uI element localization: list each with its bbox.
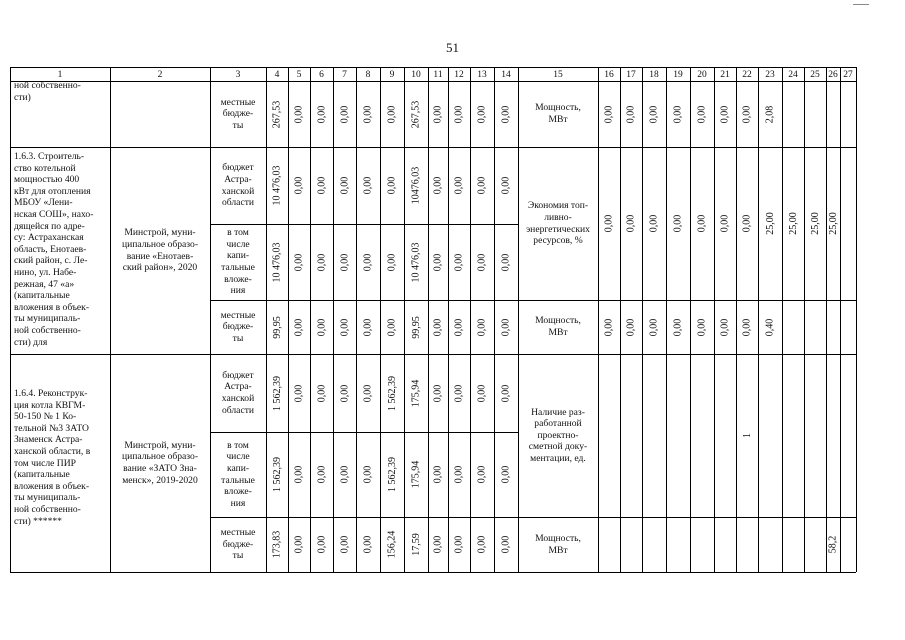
- row2-sub1-value-4: [266, 432, 288, 517]
- row2-sub0-col3: бюджет Астра- ханской области: [221, 369, 255, 416]
- row2-sub1-value-12: [448, 432, 470, 517]
- row1-sub0-value-4-text: 10 476,03: [271, 165, 283, 206]
- header-col-17: 17: [626, 70, 636, 80]
- row0-value-9: [380, 81, 404, 147]
- row1-local-target-17: [620, 300, 642, 354]
- row1-local-target-20-text: 0,00: [696, 318, 708, 336]
- row2-sub1-col3: в том числе капи- тальные вложе- ния: [221, 439, 255, 509]
- row1-sub1-value-11: [428, 224, 448, 300]
- row0-value-7-text: 0,00: [339, 105, 350, 123]
- row0-value-13: [470, 81, 494, 147]
- row2-local-value-14: [494, 517, 518, 572]
- header-col-9: 9: [389, 70, 395, 80]
- row1-target-19-text: 0,00: [672, 214, 684, 233]
- row2-sub1-value-7: [333, 432, 356, 517]
- header-col-25: 25: [810, 70, 820, 80]
- row1-target-16-text: 0,00: [603, 214, 615, 233]
- row1-target-20-text: 0,00: [696, 214, 708, 233]
- row1-sub0-col3: бюджет Астра- ханской области: [221, 162, 255, 209]
- row2-target-22-text: 1: [741, 433, 753, 438]
- row0-value-6-text: 0,00: [316, 105, 327, 123]
- header-col-7: 7: [342, 70, 347, 80]
- header-col-2: 2: [157, 70, 163, 80]
- row1-local-value-4: [266, 300, 288, 354]
- column-rule: [782, 67, 783, 572]
- row1-sub0-value-7-text: 0,00: [339, 176, 350, 195]
- row1-sub0-value-13: [470, 147, 494, 224]
- row0-col15: Мощность, МВт: [535, 102, 581, 125]
- column-rule: [856, 67, 857, 572]
- row1-sub0-value-4: [266, 147, 288, 224]
- row1-local-value-9-text: 0,00: [386, 318, 398, 336]
- row1-sub0-value-9-text: 0,00: [386, 176, 398, 195]
- row1-sub0-value-11: [428, 147, 448, 224]
- row2-local-value-11-text: 0,00: [432, 535, 444, 554]
- row1-local-value-14-text: 0,00: [500, 318, 512, 336]
- header-col-14: 14: [501, 70, 511, 80]
- row1-sub1-value-12: [448, 224, 470, 300]
- row2-sub0-value-12-text: 0,00: [453, 384, 465, 402]
- row1-target-24-text: 25,00: [787, 212, 799, 235]
- row0-value-10: [404, 81, 428, 147]
- header-col-1: 1: [57, 70, 63, 80]
- row1-sub1-value-6-text: 0,00: [316, 253, 327, 271]
- row1-local-target-22: [736, 300, 758, 354]
- row1-local-target-16: [598, 300, 620, 354]
- row1-local-value-10-text: 99,95: [410, 315, 422, 339]
- row1-local-target-18-text: 0,00: [648, 318, 660, 336]
- row0-value-12: [448, 81, 470, 147]
- row1-sub0-value-14: [494, 147, 518, 224]
- row1-col1: 1.6.3. Строитель- ство котельной мощностью 400 кВт для отопления МБОУ «Лени- нская СОШ», нахо- дящейся по адре- су: Астраханская область, Енотаев- ский район, с. Ле- нино, ул. Набе- режная, 47 «а» (капитальные вложения в объек- ты муниципаль- ной собственно- сти) для: [14, 151, 94, 348]
- header-col-21: 21: [720, 70, 730, 80]
- header-col-15: 15: [553, 70, 563, 80]
- row0-value-5-text: 0,00: [293, 105, 305, 123]
- row0-value-11-text: 0,00: [432, 105, 444, 123]
- row2-sub1-value-8-text: 0,00: [362, 465, 374, 484]
- row0-value-8-text: 0,00: [362, 105, 374, 123]
- row2-local-value-5-text: 0,00: [293, 535, 305, 554]
- row2-local-value-4: [266, 517, 288, 572]
- row2-sub1-value-13: [470, 432, 494, 517]
- header-col-3: 3: [235, 70, 241, 80]
- row0-target-18: [642, 81, 666, 147]
- header-col-18: 18: [649, 70, 659, 80]
- row2-sub1-value-4-text: 1 562,39: [271, 457, 283, 492]
- row2-sub0-value-8-text: 0,00: [362, 384, 374, 402]
- header-col-22: 22: [742, 70, 752, 80]
- row1-target-21-text: 0,00: [719, 214, 731, 233]
- row1-local-value-7-text: 0,00: [339, 318, 350, 336]
- row0-target-20: [690, 81, 714, 147]
- row0-target-17-text: 0,00: [625, 105, 637, 123]
- row0-target-16-text: 0,00: [603, 105, 615, 123]
- row2-local-value-5: [288, 517, 310, 572]
- row1-local-target-23: [758, 300, 782, 354]
- row1-local-col15: Мощность, МВт: [535, 315, 581, 338]
- row2-local-value-6-text: 0,00: [316, 535, 327, 554]
- header-col-24: 24: [788, 70, 798, 80]
- row2-sub0-value-14-text: 0,00: [500, 384, 512, 402]
- column-rule: [826, 67, 827, 572]
- row1-target-24: [782, 147, 804, 300]
- row2-local-value-4-text: 173,83: [271, 530, 283, 559]
- row0-target-20-text: 0,00: [696, 105, 708, 123]
- row1-local-value-12: [448, 300, 470, 354]
- row1-local-target-23-text: 0,40: [764, 318, 776, 336]
- row0-value-13-text: 0,00: [476, 105, 488, 123]
- header-col-16: 16: [604, 70, 614, 80]
- row1-local-col3: местные бюдже- ты: [220, 309, 256, 344]
- row0-value-8: [356, 81, 380, 147]
- row0-target-22-text: 0,00: [741, 105, 753, 123]
- row1-local-value-11: [428, 300, 448, 354]
- row1-local-value-7: [333, 300, 356, 354]
- row2-local-value-9: [380, 517, 404, 572]
- row1-sub1-value-4: [266, 224, 288, 300]
- row1-sub1-col3: в том числе капи- тальные вложе- ния: [221, 227, 255, 297]
- row0-target-22: [736, 81, 758, 147]
- row2-local-value-8: [356, 517, 380, 572]
- row1-col15: Экономия топ- ливно- энергетических ресурсов, %: [526, 200, 590, 247]
- row2-local-value-9-text: 156,24: [386, 530, 398, 559]
- row1-sub1-value-9: [380, 224, 404, 300]
- row2-sub0-value-6-text: 0,00: [316, 384, 327, 402]
- header-col-8: 8: [365, 70, 371, 80]
- row2-sub0-value-13: [470, 354, 494, 432]
- row1-target-21: [714, 147, 736, 300]
- row1-sub0-value-14-text: 0,00: [500, 176, 512, 195]
- row1-local-value-13-text: 0,00: [476, 318, 488, 336]
- row2-col2: Минстрой, муни- ципальное образо- вание «ЗАТО Зна- менск», 2019-2020: [121, 439, 199, 486]
- row1-sub0-value-7: [333, 147, 356, 224]
- row2-sub1-value-9-text: 1 562,39: [386, 457, 398, 492]
- column-rule: [804, 67, 805, 572]
- row2-sub1-value-8: [356, 432, 380, 517]
- header-col-23: 23: [765, 70, 775, 80]
- row1-target-20: [690, 147, 714, 300]
- row2-sub1-value-7-text: 0,00: [339, 465, 350, 484]
- corner-mark: [853, 4, 869, 5]
- row1-local-target-21: [714, 300, 736, 354]
- column-rule: [840, 67, 841, 572]
- row1-sub0-value-10-text: 10476,03: [410, 166, 422, 205]
- row1-target-25-text: 25,00: [809, 212, 821, 235]
- row1-sub1-value-12-text: 0,00: [453, 253, 465, 271]
- row2-sub1-value-14-text: 0,00: [500, 465, 512, 484]
- row2-local-value-13-text: 0,00: [476, 535, 488, 554]
- header-col-26: 26: [828, 70, 838, 80]
- row2-sub0-value-12: [448, 354, 470, 432]
- header-col-19: 19: [673, 70, 683, 80]
- row1-local-target-21-text: 0,00: [719, 318, 731, 336]
- row1-sub0-value-9: [380, 147, 404, 224]
- row2-sub0-value-5-text: 0,00: [293, 384, 305, 402]
- row1-local-value-13: [470, 300, 494, 354]
- row1-target-26: [826, 147, 840, 300]
- row1-local-value-4-text: 99,95: [271, 315, 283, 339]
- row2-sub1-value-6-text: 0,00: [316, 465, 327, 484]
- row2-local-target-26: [826, 517, 840, 572]
- header-col-12: 12: [454, 70, 464, 80]
- row1-target-22: [736, 147, 758, 300]
- row2-local-col3: местные бюдже- ты: [220, 527, 256, 562]
- row1-target-22-text: 0,00: [741, 214, 753, 233]
- header-col-20: 20: [697, 70, 707, 80]
- row1-local-value-10: [404, 300, 428, 354]
- row1-local-value-5-text: 0,00: [293, 318, 305, 336]
- row1-local-value-6: [310, 300, 333, 354]
- row1-sub0-value-5: [288, 147, 310, 224]
- row2-sub1-value-11-text: 0,00: [432, 465, 444, 484]
- header-col-27: 27: [843, 70, 853, 80]
- row0-target-17: [620, 81, 642, 147]
- row2-sub0-value-6: [310, 354, 333, 432]
- row1-local-value-12-text: 0,00: [453, 318, 465, 336]
- row2-sub1-value-13-text: 0,00: [476, 465, 488, 484]
- row2-col15: Наличие раз- работанной проектно- сметной доку- ментации, ед.: [528, 406, 588, 464]
- row1-sub1-value-10: [404, 224, 428, 300]
- row1-sub1-value-11-text: 0,00: [432, 253, 444, 271]
- row1-local-value-9: [380, 300, 404, 354]
- row1-sub0-value-8: [356, 147, 380, 224]
- row0-value-4-text: 267,53: [271, 100, 283, 128]
- header-col-11: 11: [433, 70, 443, 80]
- row1-sub1-value-5: [288, 224, 310, 300]
- row0-target-21-text: 0,00: [719, 105, 731, 123]
- row1-sub1-value-8: [356, 224, 380, 300]
- row1-sub0-value-11-text: 0,00: [432, 176, 444, 195]
- row2-sub0-value-5: [288, 354, 310, 432]
- row2-sub0-value-7: [333, 354, 356, 432]
- row1-target-25: [804, 147, 826, 300]
- row1-sub0-value-12-text: 0,00: [453, 176, 465, 195]
- row2-target-22: [736, 354, 758, 517]
- row1-sub0-value-12: [448, 147, 470, 224]
- row1-sub0-value-5-text: 0,00: [293, 176, 305, 195]
- row2-local-value-14-text: 0,00: [500, 535, 512, 554]
- row2-local-value-10: [404, 517, 428, 572]
- row2-sub0-value-8: [356, 354, 380, 432]
- row1-local-target-19-text: 0,00: [672, 318, 684, 336]
- row1-local-value-14: [494, 300, 518, 354]
- row1-target-17-text: 0,00: [625, 214, 637, 233]
- row1-sub0-value-10: [404, 147, 428, 224]
- row1-sub1-value-7: [333, 224, 356, 300]
- row2-local-value-7: [333, 517, 356, 572]
- row1-sub1-value-14-text: 0,00: [500, 253, 512, 271]
- row2-sub1-value-10: [404, 432, 428, 517]
- row2-local-value-7-text: 0,00: [339, 535, 350, 554]
- row1-sub1-value-4-text: 10 476,03: [271, 242, 283, 282]
- row1-target-26-text: 25,00: [827, 212, 839, 235]
- row2-sub0-value-4: [266, 354, 288, 432]
- column-rule: [10, 67, 11, 572]
- row0-target-21: [714, 81, 736, 147]
- row2-local-value-13: [470, 517, 494, 572]
- row2-sub1-value-14: [494, 432, 518, 517]
- row0-value-4: [266, 81, 288, 147]
- row2-sub0-value-4-text: 1 562,39: [271, 375, 283, 411]
- row0-value-10-text: 267,53: [410, 100, 422, 128]
- row1-local-target-22-text: 0,00: [741, 318, 753, 336]
- row2-sub0-value-10: [404, 354, 428, 432]
- header-col-5: 5: [296, 70, 302, 80]
- row2-local-value-12: [448, 517, 470, 572]
- page-number: 51: [446, 40, 459, 55]
- row1-target-16: [598, 147, 620, 300]
- table-rule: [10, 67, 856, 68]
- row2-sub0-value-11: [428, 354, 448, 432]
- row1-sub0-value-13-text: 0,00: [476, 176, 488, 195]
- row1-sub1-value-8-text: 0,00: [362, 253, 374, 271]
- row0-value-5: [288, 81, 310, 147]
- row2-sub1-value-5-text: 0,00: [293, 465, 305, 484]
- row0-value-14-text: 0,00: [500, 105, 512, 123]
- row0-target-19: [666, 81, 690, 147]
- row0-target-18-text: 0,00: [648, 105, 660, 123]
- row1-sub0-value-8-text: 0,00: [362, 176, 374, 195]
- header-col-10: 10: [411, 70, 421, 80]
- row1-target-19: [666, 147, 690, 300]
- header-col-4: 4: [274, 70, 280, 80]
- row2-local-col15: Мощность, МВт: [535, 532, 581, 556]
- row0-value-14: [494, 81, 518, 147]
- row2-sub0-value-14: [494, 354, 518, 432]
- row1-sub1-value-9-text: 0,00: [386, 253, 398, 271]
- row1-sub0-value-6-text: 0,00: [316, 176, 327, 195]
- row0-value-7: [333, 81, 356, 147]
- row2-sub0-value-13-text: 0,00: [476, 384, 488, 402]
- row0-target-23-text: 2,08: [764, 105, 776, 123]
- row2-sub0-value-9: [380, 354, 404, 432]
- row1-local-target-19: [666, 300, 690, 354]
- header-col-6: 6: [319, 70, 324, 80]
- row2-local-value-10-text: 17,59: [410, 533, 422, 556]
- row2-local-value-8-text: 0,00: [362, 535, 374, 554]
- row1-sub1-value-13-text: 0,00: [476, 253, 488, 271]
- row1-local-value-11-text: 0,00: [432, 318, 444, 336]
- row2-local-target-26-text: 58,2: [827, 535, 839, 554]
- row1-local-value-8: [356, 300, 380, 354]
- row1-target-18-text: 0,00: [648, 214, 660, 233]
- row1-target-17: [620, 147, 642, 300]
- table-rule: [10, 572, 856, 573]
- row2-sub1-value-5: [288, 432, 310, 517]
- row1-target-23-text: 25,00: [764, 212, 776, 235]
- row0-value-6: [310, 81, 333, 147]
- row1-sub1-value-5-text: 0,00: [293, 253, 305, 271]
- row0-col1: ной собственно- сти): [14, 80, 81, 103]
- row2-local-value-11: [428, 517, 448, 572]
- row0-target-16: [598, 81, 620, 147]
- row0-target-19-text: 0,00: [672, 105, 684, 123]
- row1-local-value-5: [288, 300, 310, 354]
- row2-sub1-value-12-text: 0,00: [453, 465, 465, 484]
- row1-local-target-17-text: 0,00: [625, 318, 637, 336]
- row2-sub0-value-11-text: 0,00: [432, 384, 444, 402]
- row1-sub1-value-13: [470, 224, 494, 300]
- row1-sub1-value-7-text: 0,00: [339, 253, 350, 271]
- row2-sub1-value-6: [310, 432, 333, 517]
- row1-local-target-16-text: 0,00: [603, 318, 615, 336]
- row1-local-value-8-text: 0,00: [362, 318, 374, 336]
- row1-col2: Минстрой, муни- ципальное образо- вание «Енотаев- ский район», 2020: [121, 227, 199, 274]
- row0-target-23: [758, 81, 782, 147]
- row1-sub1-value-14: [494, 224, 518, 300]
- row2-sub0-value-10-text: 175,94: [410, 379, 422, 407]
- row1-local-value-6-text: 0,00: [316, 318, 327, 336]
- row2-local-value-12-text: 0,00: [453, 535, 465, 554]
- row2-sub1-value-10-text: 175,94: [410, 460, 422, 489]
- header-col-13: 13: [477, 70, 487, 80]
- row2-col1: 1.6.4. Реконструк- ция котла КВГМ- 50-150 № 1 Ко- тельной №3 ЗАТО Знаменск Астра- ханской области, в том числе ПИР (капитальные вложения в объек- ты муниципаль- ной собственно- сти) ******: [14, 388, 91, 527]
- row2-sub1-value-9: [380, 432, 404, 517]
- row1-local-target-20: [690, 300, 714, 354]
- row1-sub1-value-10-text: 10 476,03: [410, 242, 422, 282]
- row2-sub0-value-9-text: 1 562,39: [386, 375, 398, 411]
- row0-col3: местные бюдже- ты: [220, 96, 256, 131]
- row2-sub1-value-11: [428, 432, 448, 517]
- row2-sub0-value-7-text: 0,00: [339, 384, 350, 402]
- row0-value-9-text: 0,00: [386, 105, 398, 123]
- row0-value-11: [428, 81, 448, 147]
- row1-local-target-18: [642, 300, 666, 354]
- row1-sub1-value-6: [310, 224, 333, 300]
- row2-local-value-6: [310, 517, 333, 572]
- row1-sub0-value-6: [310, 147, 333, 224]
- row1-target-18: [642, 147, 666, 300]
- row0-value-12-text: 0,00: [453, 105, 465, 123]
- row1-target-23: [758, 147, 782, 300]
